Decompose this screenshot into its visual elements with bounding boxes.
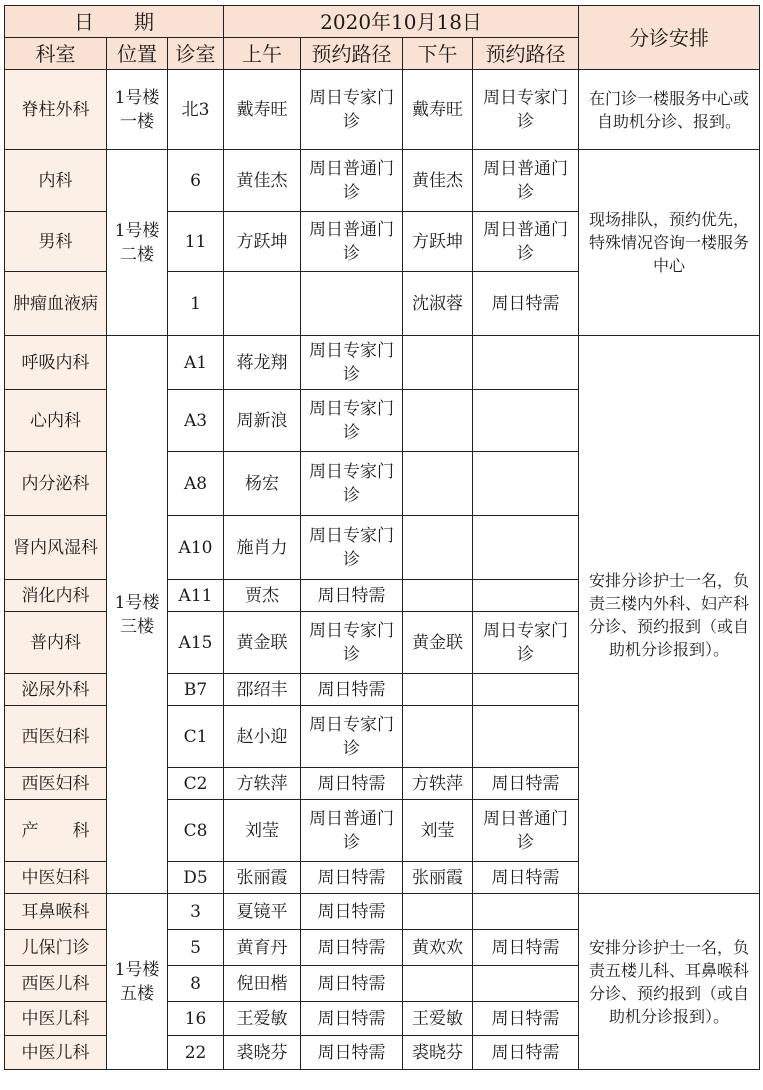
pm-doctor-cell bbox=[403, 452, 473, 516]
am-path-cell: 周日普通门诊 bbox=[301, 800, 403, 862]
dept-cell: 消化内科 bbox=[5, 580, 107, 612]
pm-path-cell: 周日普通门诊 bbox=[473, 150, 579, 212]
am-path-cell: 周日特需 bbox=[301, 862, 403, 894]
dept-cell: 耳鼻喉科 bbox=[5, 894, 107, 930]
am-doctor-cell: 蒋龙翔 bbox=[224, 336, 301, 390]
pm-path-cell: 周日特需 bbox=[473, 768, 579, 800]
pm-doctor-cell bbox=[403, 390, 473, 452]
am-doctor-cell: 戴寿旺 bbox=[224, 70, 301, 150]
pm-path-cell bbox=[473, 580, 579, 612]
pm-path-cell: 周日专家门诊 bbox=[473, 70, 579, 150]
am-path-cell: 周日特需 bbox=[301, 930, 403, 966]
col-header-am-path: 预约路径 bbox=[301, 38, 403, 70]
col-header-room: 诊室 bbox=[168, 38, 224, 70]
pm-doctor-cell: 方轶萍 bbox=[403, 768, 473, 800]
dept-cell: 男科 bbox=[5, 212, 107, 272]
am-path-cell: 周日专家门诊 bbox=[301, 70, 403, 150]
pm-path-cell: 周日普通门诊 bbox=[473, 212, 579, 272]
am-path-cell: 周日普通门诊 bbox=[301, 212, 403, 272]
room-cell: C8 bbox=[168, 800, 224, 862]
room-cell: A3 bbox=[168, 390, 224, 452]
pm-doctor-cell: 刘莹 bbox=[403, 800, 473, 862]
am-path-cell bbox=[301, 272, 403, 336]
am-path-cell: 周日特需 bbox=[301, 580, 403, 612]
pm-path-cell bbox=[473, 894, 579, 930]
dept-cell: 内科 bbox=[5, 150, 107, 212]
room-cell: B7 bbox=[168, 674, 224, 706]
room-cell: 16 bbox=[168, 1002, 224, 1036]
pm-doctor-cell: 张丽霞 bbox=[403, 862, 473, 894]
location-cell: 1号楼二楼 bbox=[107, 150, 168, 336]
room-cell: 6 bbox=[168, 150, 224, 212]
room-cell: 1 bbox=[168, 272, 224, 336]
am-doctor-cell: 裘晓芬 bbox=[224, 1036, 301, 1070]
clinic-schedule-table bbox=[4, 5, 760, 1070]
am-doctor-cell: 方跃坤 bbox=[224, 212, 301, 272]
room-cell: A10 bbox=[168, 516, 224, 580]
dept-cell: 西医妇科 bbox=[5, 706, 107, 768]
am-doctor-cell: 王爱敏 bbox=[224, 1002, 301, 1036]
room-cell: A11 bbox=[168, 580, 224, 612]
am-doctor-cell: 黄育丹 bbox=[224, 930, 301, 966]
dept-cell: 呼吸内科 bbox=[5, 336, 107, 390]
dept-cell: 肾内风湿科 bbox=[5, 516, 107, 580]
arrangement-note: 安排分诊护士一名，负责三楼内外科、妇产科分诊、预约报到（或自助机分诊报到）。 bbox=[579, 336, 760, 894]
dept-cell: 内分泌科 bbox=[5, 452, 107, 516]
room-cell: 22 bbox=[168, 1036, 224, 1070]
am-path-cell: 周日专家门诊 bbox=[301, 516, 403, 580]
am-path-cell: 周日特需 bbox=[301, 1002, 403, 1036]
am-path-cell: 周日专家门诊 bbox=[301, 390, 403, 452]
pm-path-cell bbox=[473, 516, 579, 580]
room-cell: 11 bbox=[168, 212, 224, 272]
pm-path-cell bbox=[473, 966, 579, 1002]
pm-path-cell bbox=[473, 674, 579, 706]
location-cell: 1号楼三楼 bbox=[107, 336, 168, 894]
table-row bbox=[5, 150, 760, 212]
room-cell: 3 bbox=[168, 894, 224, 930]
col-header-location: 位置 bbox=[107, 38, 168, 70]
arrangement-note: 在门诊一楼服务中心或自助机分诊、报到。 bbox=[579, 70, 760, 150]
pm-path-cell: 周日特需 bbox=[473, 272, 579, 336]
am-path-cell: 周日特需 bbox=[301, 674, 403, 706]
pm-path-cell bbox=[473, 390, 579, 452]
am-doctor-cell: 黄佳杰 bbox=[224, 150, 301, 212]
am-doctor-cell: 方轶萍 bbox=[224, 768, 301, 800]
pm-doctor-cell bbox=[403, 706, 473, 768]
dept-cell: 普内科 bbox=[5, 612, 107, 674]
col-header-am: 上午 bbox=[224, 38, 301, 70]
dept-cell: 中医儿科 bbox=[5, 1002, 107, 1036]
am-doctor-cell: 赵小迎 bbox=[224, 706, 301, 768]
dept-cell: 泌尿外科 bbox=[5, 674, 107, 706]
room-cell: 5 bbox=[168, 930, 224, 966]
arrangement-note: 安排分诊护士一名，负责五楼儿科、耳鼻喉科分诊、预约报到（或自助机分诊报到）。 bbox=[579, 894, 760, 1070]
pm-doctor-cell bbox=[403, 580, 473, 612]
col-header-dept: 科室 bbox=[5, 38, 107, 70]
am-doctor-cell: 黄金联 bbox=[224, 612, 301, 674]
pm-doctor-cell: 裘晓芬 bbox=[403, 1036, 473, 1070]
pm-path-cell bbox=[473, 706, 579, 768]
pm-path-cell: 周日特需 bbox=[473, 930, 579, 966]
pm-doctor-cell bbox=[403, 966, 473, 1002]
room-cell: A1 bbox=[168, 336, 224, 390]
dept-cell: 中医妇科 bbox=[5, 862, 107, 894]
dept-cell: 中医儿科 bbox=[5, 1036, 107, 1070]
room-cell: 北3 bbox=[168, 70, 224, 150]
pm-doctor-cell: 黄金联 bbox=[403, 612, 473, 674]
pm-doctor-cell bbox=[403, 674, 473, 706]
am-doctor-cell: 夏镜平 bbox=[224, 894, 301, 930]
pm-path-cell: 周日专家门诊 bbox=[473, 612, 579, 674]
pm-doctor-cell bbox=[403, 894, 473, 930]
pm-doctor-cell: 方跃坤 bbox=[403, 212, 473, 272]
am-path-cell: 周日专家门诊 bbox=[301, 336, 403, 390]
pm-path-cell: 周日特需 bbox=[473, 1002, 579, 1036]
date-label: 日 期 bbox=[5, 6, 224, 38]
table-row bbox=[5, 336, 760, 390]
room-cell: C2 bbox=[168, 768, 224, 800]
am-doctor-cell: 倪田楷 bbox=[224, 966, 301, 1002]
location-cell: 1号楼一楼 bbox=[107, 70, 168, 150]
pm-doctor-cell: 王爱敏 bbox=[403, 1002, 473, 1036]
location-cell: 1号楼五楼 bbox=[107, 894, 168, 1070]
table-row bbox=[5, 70, 760, 150]
dept-cell: 心内科 bbox=[5, 390, 107, 452]
dept-cell: 脊柱外科 bbox=[5, 70, 107, 150]
am-doctor-cell: 刘莹 bbox=[224, 800, 301, 862]
am-doctor-cell: 周新浪 bbox=[224, 390, 301, 452]
pm-doctor-cell: 沈淑蓉 bbox=[403, 272, 473, 336]
pm-doctor-cell: 戴寿旺 bbox=[403, 70, 473, 150]
am-path-cell: 周日专家门诊 bbox=[301, 452, 403, 516]
am-path-cell: 周日普通门诊 bbox=[301, 150, 403, 212]
am-doctor-cell bbox=[224, 272, 301, 336]
date-value: 2020年10月18日 bbox=[224, 6, 579, 38]
am-doctor-cell: 张丽霞 bbox=[224, 862, 301, 894]
am-doctor-cell: 杨宏 bbox=[224, 452, 301, 516]
pm-path-cell bbox=[473, 336, 579, 390]
pm-doctor-cell bbox=[403, 516, 473, 580]
pm-path-cell: 周日特需 bbox=[473, 1036, 579, 1070]
room-cell: A8 bbox=[168, 452, 224, 516]
am-doctor-cell: 贾杰 bbox=[224, 580, 301, 612]
am-path-cell: 周日特需 bbox=[301, 966, 403, 1002]
room-cell: D5 bbox=[168, 862, 224, 894]
col-header-pm-path: 预约路径 bbox=[473, 38, 579, 70]
am-path-cell: 周日特需 bbox=[301, 1036, 403, 1070]
am-doctor-cell: 施肖力 bbox=[224, 516, 301, 580]
dept-cell: 西医儿科 bbox=[5, 966, 107, 1002]
arrangement-header: 分诊安排 bbox=[579, 6, 760, 70]
am-path-cell: 周日专家门诊 bbox=[301, 612, 403, 674]
col-header-pm: 下午 bbox=[403, 38, 473, 70]
pm-path-cell: 周日特需 bbox=[473, 862, 579, 894]
pm-path-cell bbox=[473, 452, 579, 516]
am-doctor-cell: 邵绍丰 bbox=[224, 674, 301, 706]
pm-doctor-cell bbox=[403, 336, 473, 390]
dept-cell: 儿保门诊 bbox=[5, 930, 107, 966]
pm-doctor-cell: 黄欢欢 bbox=[403, 930, 473, 966]
am-path-cell: 周日特需 bbox=[301, 768, 403, 800]
pm-path-cell: 周日普通门诊 bbox=[473, 800, 579, 862]
room-cell: 8 bbox=[168, 966, 224, 1002]
am-path-cell: 周日特需 bbox=[301, 894, 403, 930]
dept-cell: 产 科 bbox=[5, 800, 107, 862]
dept-cell: 西医妇科 bbox=[5, 768, 107, 800]
room-cell: A15 bbox=[168, 612, 224, 674]
room-cell: C1 bbox=[168, 706, 224, 768]
am-path-cell: 周日专家门诊 bbox=[301, 706, 403, 768]
table-row bbox=[5, 894, 760, 930]
pm-doctor-cell: 黄佳杰 bbox=[403, 150, 473, 212]
dept-cell: 肿瘤血液病 bbox=[5, 272, 107, 336]
arrangement-note: 现场排队，预约优先，特殊情况咨询一楼服务中心 bbox=[579, 150, 760, 336]
